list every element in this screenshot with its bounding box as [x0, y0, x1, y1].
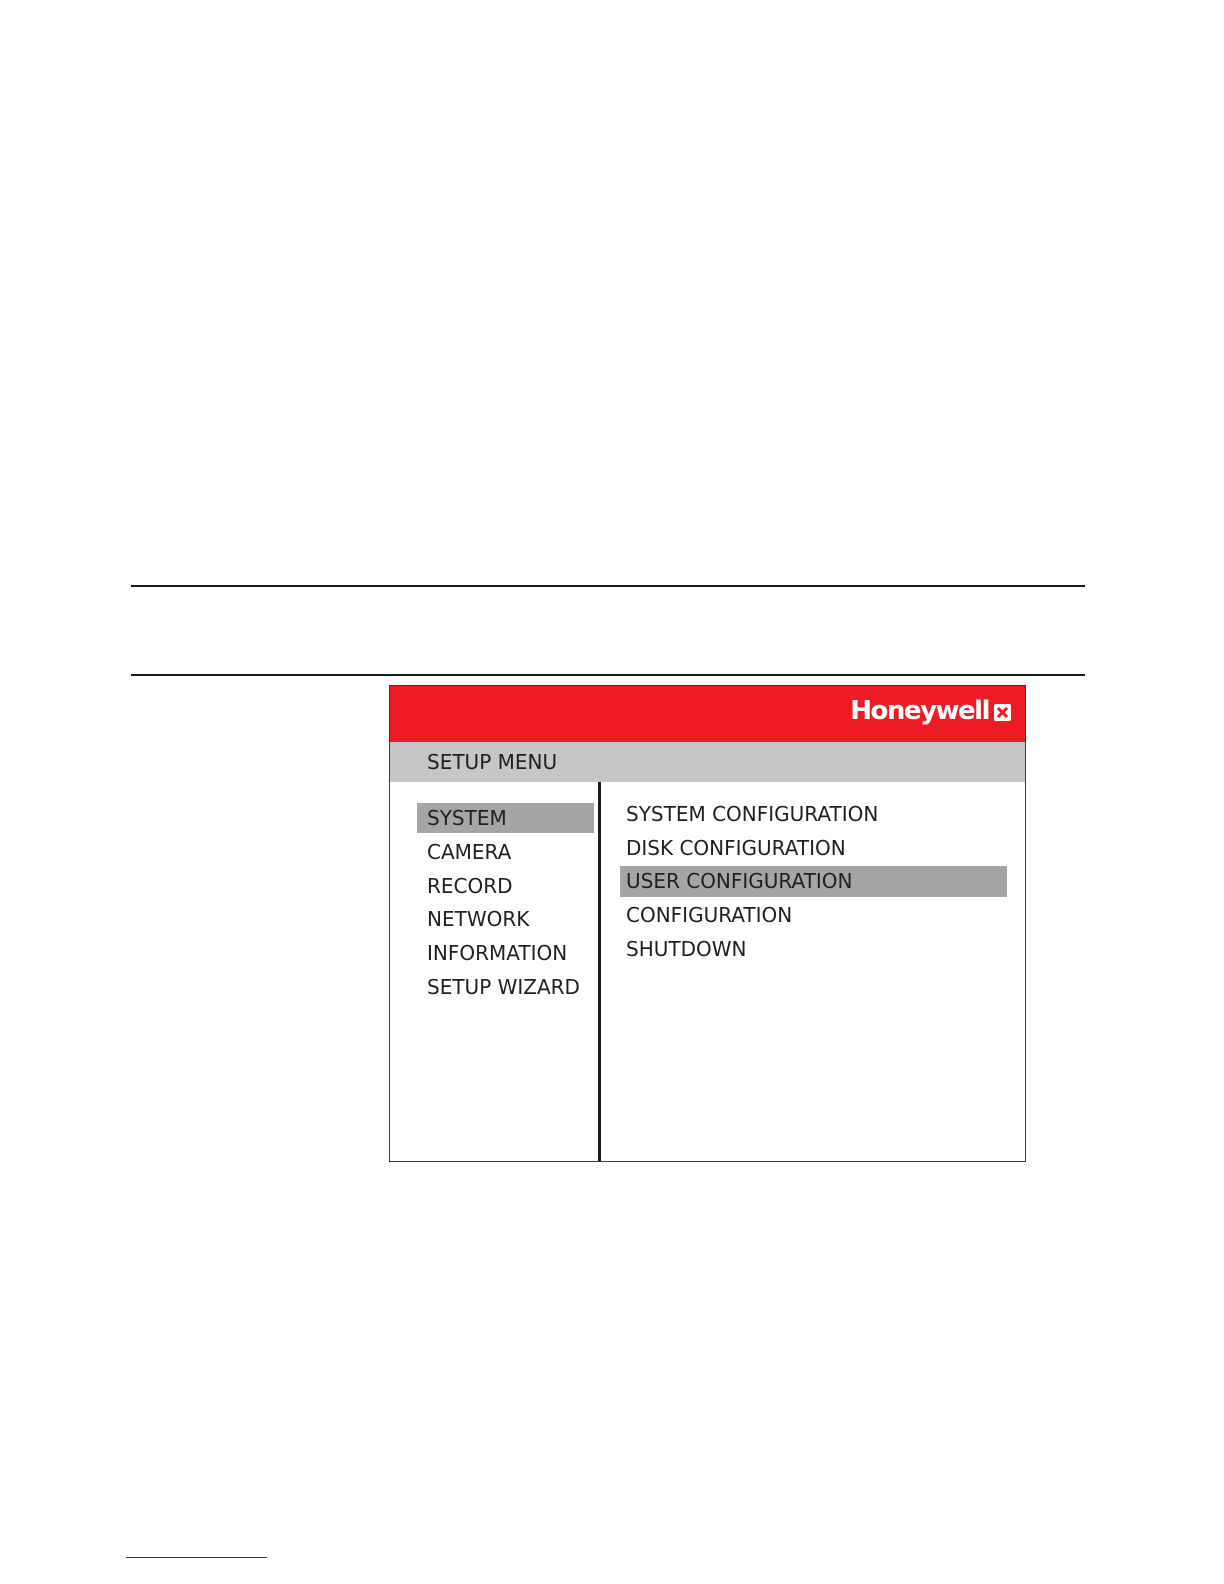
submenu-item-configuration[interactable]: CONFIGURATION — [626, 903, 793, 928]
menu-item-system[interactable]: SYSTEM — [417, 803, 594, 833]
honeywell-logo — [850, 696, 1011, 726]
submenu-item-user-configuration[interactable]: USER CONFIGURATION — [620, 866, 1007, 897]
menu-item-network[interactable]: NETWORK — [427, 907, 530, 932]
menu-divider — [598, 782, 601, 1161]
brand-name: Honeywell — [850, 696, 989, 726]
close-icon[interactable] — [994, 704, 1011, 721]
section-rule-bottom — [131, 674, 1085, 676]
menu-item-information[interactable]: INFORMATION — [427, 941, 568, 966]
submenu — [620, 799, 1007, 967]
menu-item-setup-wizard[interactable]: SETUP WIZARD — [427, 974, 580, 999]
footer-link-underline — [126, 1557, 267, 1558]
submenu-item-disk-configuration[interactable]: DISK CONFIGURATION — [626, 835, 846, 860]
submenu-item-shutdown[interactable]: SHUTDOWN — [626, 936, 747, 961]
left-menu — [417, 803, 594, 1006]
menu-item-camera[interactable]: CAMERA — [427, 839, 512, 864]
submenu-item-system-configuration[interactable]: SYSTEM CONFIGURATION — [626, 802, 879, 826]
menu-item-record[interactable]: RECORD — [427, 873, 513, 898]
section-rule-top — [131, 585, 1085, 587]
title-bar — [390, 742, 1025, 782]
window-title: SETUP MENU — [427, 750, 558, 774]
brand-bar — [390, 686, 1025, 742]
setup-menu-window — [389, 685, 1026, 1162]
